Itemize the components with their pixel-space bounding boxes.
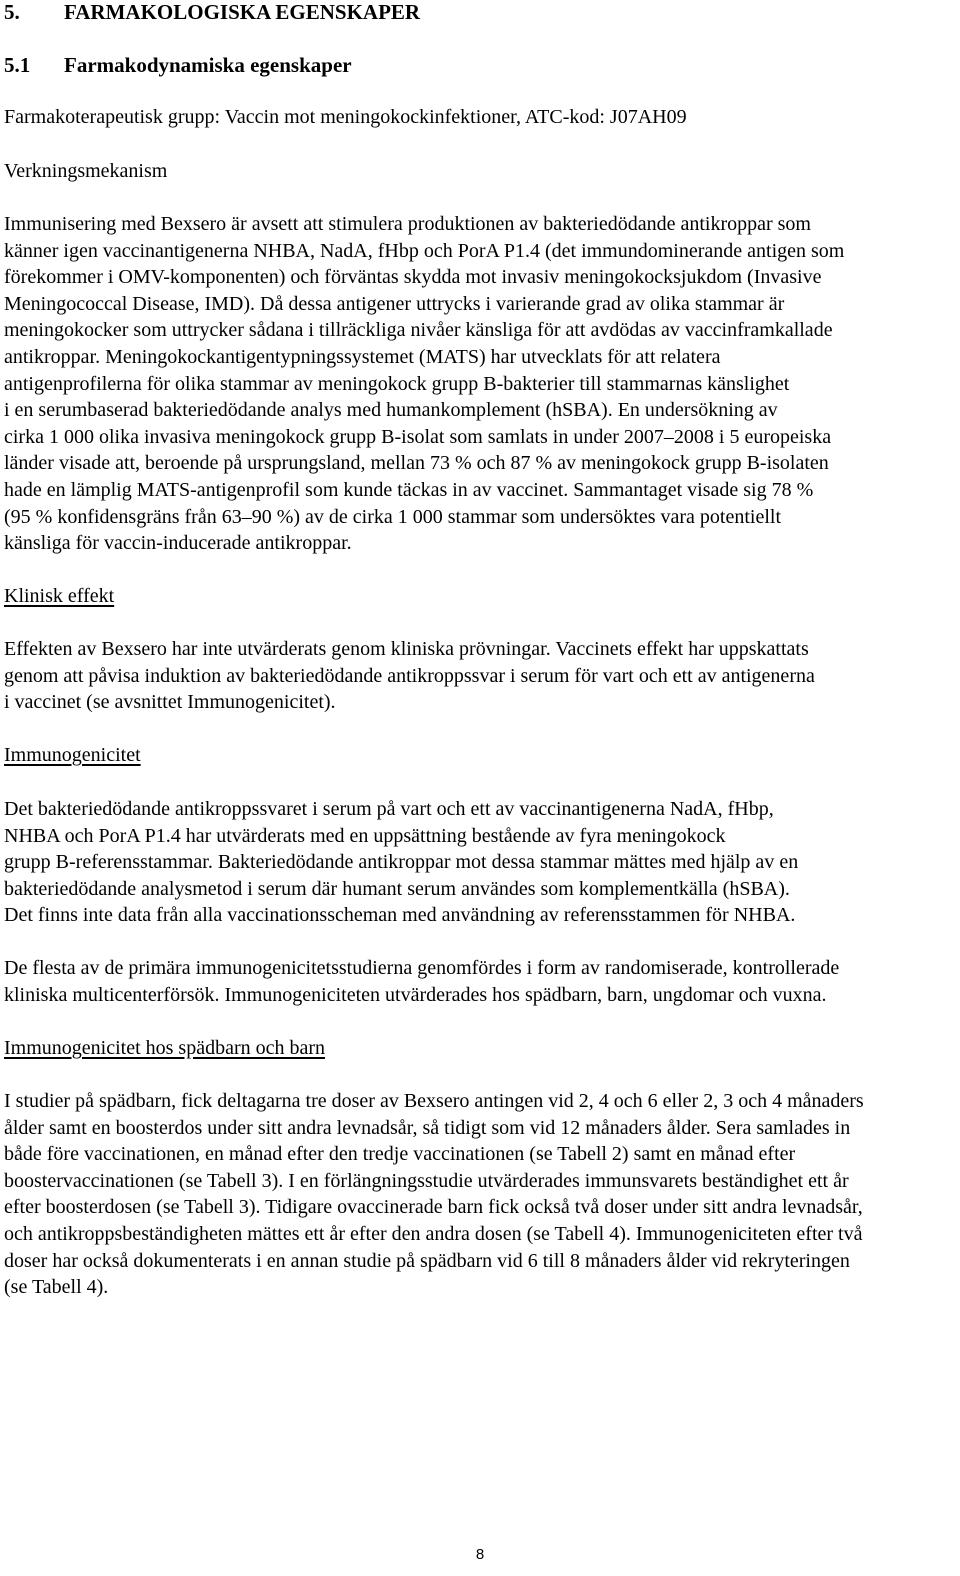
subsection-number: 5.1 [4, 53, 31, 77]
immunogenicity-heading-text: Immunogenicitet [4, 744, 141, 766]
clinical-heading-text: Klinisk effekt [4, 585, 115, 607]
section-number: 5. [4, 0, 20, 24]
infants-paragraph [4, 1088, 956, 1301]
atc-paragraph [4, 104, 956, 131]
subsection-heading [4, 50, 352, 80]
infants-heading [4, 1035, 956, 1062]
text-line: grupp B-referensstammar. Bakteriedödande antikroppar mot dessa stammar mättes med hjälp av en [4, 851, 799, 874]
text-line: genom att påvisa induktion av bakteriedödande antikroppssvar i serum för vart och ett av antigenerna [4, 664, 815, 687]
text-line: i en serumbaserad bakteriedödande analys med humankomplement (hSBA). En undersökning av [4, 399, 778, 422]
text-line: ålder samt en boosterdos under sitt andra levnadsår, så tidigt som vid 12 månaders ålder. Sera samlades in [4, 1116, 851, 1139]
section-heading [4, 0, 420, 27]
page-number: 8 [475, 1546, 485, 1563]
text-line: känsliga för vaccin-inducerade antikroppar. [4, 532, 352, 555]
mechanism-heading [4, 158, 956, 185]
text-line: känner igen vaccinantigenerna NHBA, NadA, fHbp och PorA P1.4 (det immundominerande antigen som [4, 239, 845, 262]
text-line: De flesta av de primära immunogenicitetsstudierna genomfördes i form av randomiserade, kontrollerade [4, 957, 840, 979]
text-line: antikroppar. Meningokockantigentypningssystemet (MATS) har utvecklats för att relatera [4, 345, 721, 368]
text-line: Immunisering med Bexsero är avsett att stimulera produktionen av bakteriedödande antikroppar som [4, 213, 811, 235]
text-line: (95 % konfidensgräns från 63–90 %) av de cirka 1 000 stammar som undersöktes vara potentiellt [4, 505, 782, 528]
text-line: Det finns inte data från alla vaccinationsscheman med användning av referensstammen för NHBA. [4, 904, 796, 927]
immunogenicity-heading [4, 742, 956, 769]
atc-line: Farmakoterapeutisk grupp: Vaccin mot meningokockinfektioner, ATC-kod: J07AH09 [4, 106, 687, 128]
text-line: och antikroppsbeständigheten mättes ett år efter den andra dosen (se Tabell 4). Immunogeniciteten efter två [4, 1222, 863, 1245]
text-line: Meningococcal Disease, IMD). Då dessa antigener uttrycks i varierande grad av olika stammar är [4, 292, 785, 315]
text-line: boostervaccinationen (se Tabell 3). I en förlängningsstudie utvärderades immunsvarets beständighet ett år [4, 1169, 849, 1192]
infants-heading-text: Immunogenicitet hos spädbarn och barn [4, 1037, 326, 1059]
text-line: NHBA och PorA P1.4 har utvärderats med en uppsättning bestående av fyra meningokock [4, 824, 726, 847]
text-line: I studier på spädbarn, fick deltagarna tre doser av Bexsero antingen vid 2, 4 och 6 eller 2, 3 och 4 månaders [4, 1090, 864, 1112]
text-line: hade en lämplig MATS-antigenprofil som kunde täckas in av vaccinet. Sammantaget visade sig 78 % [4, 478, 814, 501]
text-line: bakteriedödande analysmetod i serum där humant serum användes som komplementkälla (hSBA). [4, 877, 790, 900]
text-line: Effekten av Bexsero har inte utvärderats genom kliniska prövningar. Vaccinets effekt har uppskattats [4, 638, 809, 660]
text-line: både före vaccinationen, en månad efter den tredje vaccinationen (se Tabell 2) samt en månad efter [4, 1143, 796, 1166]
clinical-paragraph [4, 636, 956, 716]
text-line: efter boosterdosen (se Tabell 3). Tidigare ovaccinerade barn fick också två doser under sitt andra levnadsår, [4, 1196, 863, 1219]
mechanism-heading-text: Verkningsmekanism [4, 160, 168, 182]
text-line: (se Tabell 4). [4, 1276, 109, 1299]
text-line: länder visade att, beroende på ursprungsland, mellan 73 % och 87 % av meningokock grupp B-isolaten [4, 452, 829, 475]
text-line: cirka 1 000 olika invasiva meningokock grupp B-isolat som samlats in under 2007–2008 i 5 europeiska [4, 425, 832, 448]
text-line: doser har också dokumenterats i en annan studie på spädbarn vid 6 till 8 månaders ålder vid rekryteringen [4, 1249, 850, 1272]
mechanism-paragraph [4, 211, 956, 557]
text-line: antigenprofilerna för olika stammar av meningokock grupp B-bakterier till stammarnas känslighet [4, 372, 790, 395]
text-line: i vaccinet (se avsnittet Immunogenicitet). [4, 691, 336, 714]
text-line: förekommer i OMV-komponenten) och förväntas skydda mot invasiv meningokocksjukdom (Invasive [4, 266, 822, 289]
text-line: Det bakteriedödande antikroppssvaret i serum på vart och ett av vaccinantigenerna NadA, fHbp, [4, 798, 774, 820]
immunogenicity-paragraph-1 [4, 796, 956, 929]
section-title: FARMAKOLOGISKA EGENSKAPER [64, 0, 421, 24]
subsection-title: Farmakodynamiska egenskaper [64, 53, 352, 77]
clinical-heading [4, 583, 956, 610]
immunogenicity-paragraph-2 [4, 955, 956, 1008]
text-line: kliniska multicenterförsök. Immunogeniciteten utvärderades hos spädbarn, barn, ungdomar och vuxna. [4, 983, 827, 1006]
text-line: meningokocker som uttrycker sådana i tillräckliga nivåer känsliga för att avdödas av vaccinframkallade [4, 319, 833, 342]
